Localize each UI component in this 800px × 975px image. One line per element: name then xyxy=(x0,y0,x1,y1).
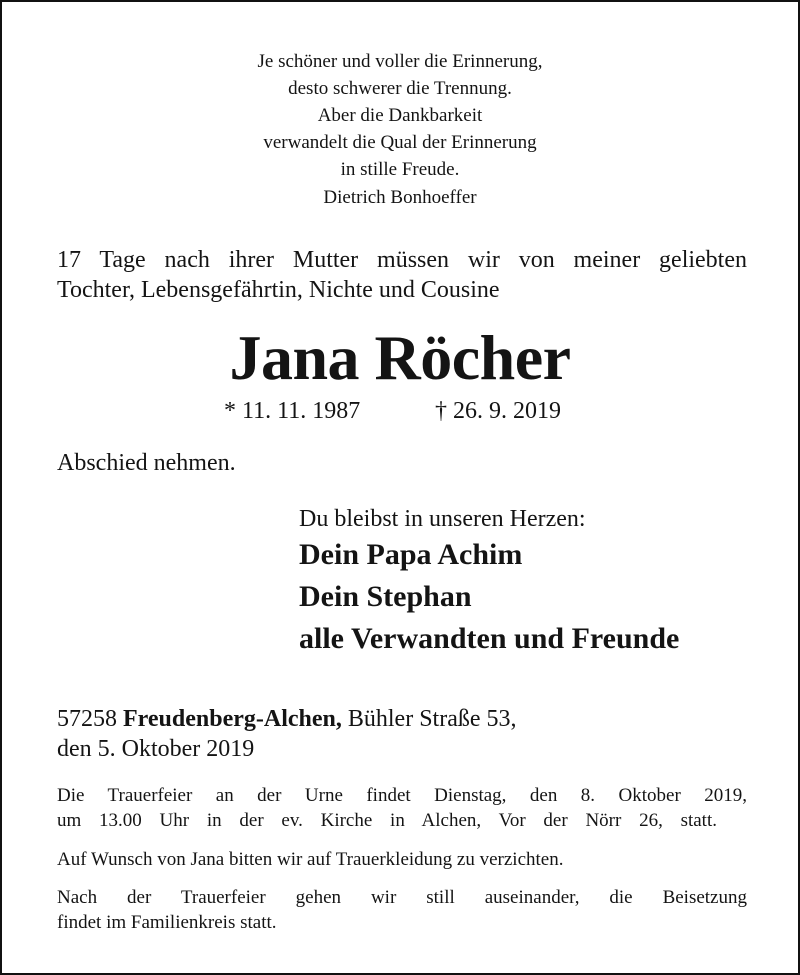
death-date: † 26. 9. 2019 xyxy=(435,398,561,424)
quote-line: Aber die Dankbarkeit xyxy=(317,105,483,126)
address-street: Bühler Straße 53, xyxy=(347,706,517,732)
quote-line: verwandelt die Qual der Erinnerung xyxy=(263,132,537,153)
quote-author: Dietrich Bonhoeffer xyxy=(323,187,477,208)
deceased-name: Jana Röcher xyxy=(229,322,571,393)
intro-text xyxy=(57,245,747,305)
dress-notice xyxy=(57,847,747,872)
ceremony-notice xyxy=(57,783,747,833)
address-city: Freudenberg-Alchen, xyxy=(123,706,342,732)
intro-line-2: Tochter, Lebensgefährtin, Nichte und Cousine xyxy=(57,277,500,303)
mourners-intro: Du bleibst in unseren Herzen: xyxy=(299,506,586,532)
quote-line: desto schwerer die Trennung. xyxy=(288,78,512,99)
ceremony-line-1: Die Trauerfeier an der Urne findet Dienstag, den 8. Oktober 2019, xyxy=(57,785,747,806)
address-date: den 5. Oktober 2019 xyxy=(57,736,255,762)
ceremony-line-2: um 13.00 Uhr in der ev. Kirche in Alchen, Vor der Nörr 26, statt. xyxy=(57,810,717,831)
birth-date: * 11. 11. 1987 xyxy=(224,398,361,424)
mourner-name: Dein Stephan xyxy=(299,580,472,613)
quote-line: in stille Freude. xyxy=(340,159,460,180)
address-line xyxy=(57,704,517,734)
mourner-name: alle Verwandten und Freunde xyxy=(299,622,680,655)
burial-line-1: Nach der Trauerfeier gehen wir still auseinander, die Beisetzung xyxy=(57,887,747,908)
bonhoeffer-quote xyxy=(2,48,798,211)
burial-line-2: findet im Familienkreis statt. xyxy=(57,912,277,933)
intro-line-1: 17 Tage nach ihrer Mutter müssen wir von meiner geliebten xyxy=(57,247,747,273)
farewell-text: Abschied nehmen. xyxy=(57,450,236,476)
address-zip: 57258 xyxy=(57,706,117,732)
dress-line: Auf Wunsch von Jana bitten wir auf Trauerkleidung zu verzichten. xyxy=(57,849,564,870)
quote-line: Je schöner und voller die Erinnerung, xyxy=(257,51,543,72)
mourner-name: Dein Papa Achim xyxy=(299,538,523,571)
burial-notice xyxy=(57,885,747,935)
